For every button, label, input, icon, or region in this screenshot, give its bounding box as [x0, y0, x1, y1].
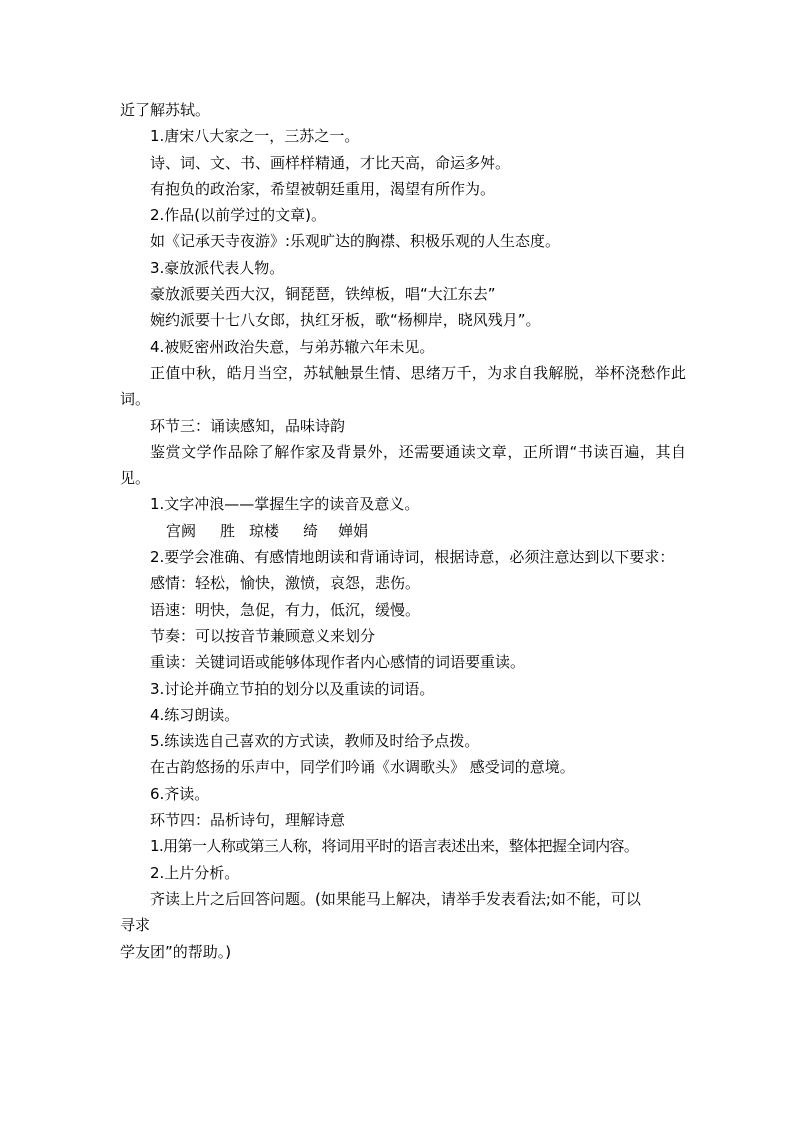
text-line-3: 诗、词、文、书、画样样精通，才比天高，命运多舛。: [150, 153, 511, 172]
vocab-word: 婵娟: [338, 521, 369, 540]
text-paragraph-mid-autumn: 正值中秋，皓月当空，苏轼触景生情、思绪万千，为求自我解脱，举杯浇愁作此词。: [120, 363, 686, 409]
text-line-choose: 5.练读选自己喜欢的方式读，教师及时给予点拨。: [150, 732, 480, 751]
text-line-first-half: 2.上片分析。: [150, 863, 240, 882]
text-line-emotion: 感情：轻松，愉快，激愤，哀怨，悲伤。: [150, 574, 421, 593]
document-body: [120, 97, 686, 965]
text-line-rhythm: 节奏：可以按音节兼顾意义来划分: [150, 626, 376, 645]
section-heading-3: 环节三：诵读感知，品味诗韵: [150, 416, 346, 435]
text-line-4: 有抱负的政治家，希望被朝廷重用，渴望有所作为。: [150, 179, 496, 198]
text-line-discuss: 3.讨论并确立节拍的划分以及重读的词语。: [150, 679, 435, 698]
text-line-practice: 4.练习朗读。: [150, 705, 240, 724]
text-line-vocab-intro: 1.文字冲浪——掌握生字的读音及意义。: [150, 495, 420, 514]
section-heading-4: 环节四：品析诗句，理解诗意: [150, 811, 346, 830]
text-paragraph-appreciation: 鉴赏文学作品除了解作家及背景外，还需要通读文章，正所谓“书读百遍，其自见。: [120, 442, 686, 488]
text-line-10: 4.被贬密州政治失意，与弟苏辙六年未见。: [150, 337, 435, 356]
text-line-2: 1.唐宋八大家之一，三苏之一。: [150, 127, 360, 146]
text-line-help: 学友团”的帮助。): [120, 942, 232, 961]
vocab-word: 胜: [220, 521, 236, 540]
vocab-word: 琼楼: [249, 521, 280, 540]
text-line-1: 近了解苏轼。: [120, 101, 211, 119]
vocab-word: 绮: [303, 521, 319, 540]
text-line-stress: 重读：关键词语或能够体现作者内心感情的词语要重读。: [150, 653, 526, 672]
vocab-word: 宫阙: [166, 521, 197, 540]
text-line-7: 3.豪放派代表人物。: [150, 258, 285, 277]
text-line-6: 如《记承天寺夜游》:乐观旷达的胸襟、积极乐观的人生态度。: [150, 232, 561, 251]
text-line-recite: 在古韵悠扬的乐声中，同学们吟诵《水调歌头》 感受词的意境。: [150, 758, 575, 777]
text-line-person: 1.用第一人称或第三人称，将词用平时的语言表述出来，整体把握全词内容。: [150, 837, 639, 856]
text-line-8: 豪放派要关西大汉，铜琵琶，铁绰板，唱“大江东去”: [150, 285, 496, 304]
text-line-seek: 寻求: [120, 916, 151, 935]
text-line-speed: 语速：明快，急促，有力，低沉，缓慢。: [150, 600, 421, 619]
vocab-list: [120, 518, 686, 544]
text-line-chorus: 6.齐读。: [150, 784, 210, 803]
text-paragraph-reading-requirements: 2.要学会准确、有感情地朗读和背诵诗词，根据诗意，必须注意达到以下要求：: [150, 548, 675, 567]
text-line-9: 婉约派要十七八女郎，执红牙板，歌“杨柳岸，晓风残月”。: [150, 311, 541, 330]
text-line-questions: 齐读上片之后回答问题。(如果能马上解决，请举手发表看法;如不能，可以: [150, 889, 641, 908]
text-line-5: 2.作品(以前学过的文章)。: [150, 206, 327, 225]
